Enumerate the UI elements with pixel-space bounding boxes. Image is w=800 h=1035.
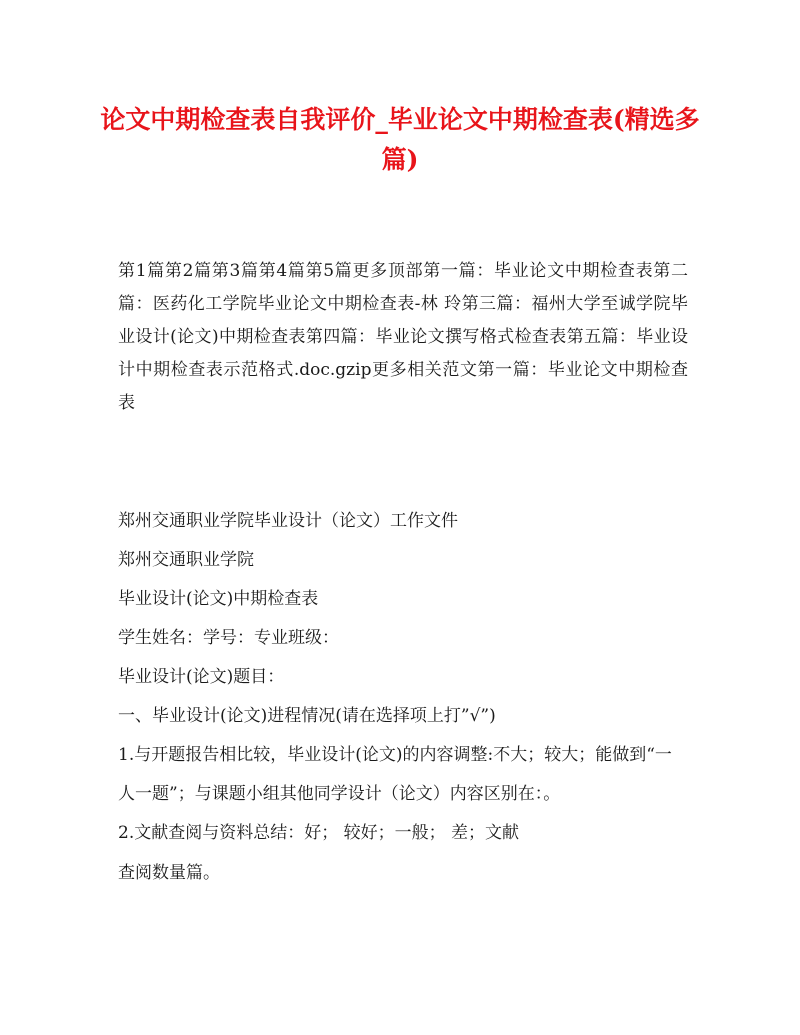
item-one-paragraph: 1.与开题报告相比较，毕业设计(论文)的内容调整:不大；较大；能做到“一人一题”；与课题小组其他同学设计（论文）内容区别在：。 [118,745,672,804]
header-line: 郑州交通职业学院毕业设计（论文）工作文件 [118,511,458,531]
thesis-topic-line: 毕业设计(论文)题目： [118,667,285,687]
student-info-line: 学生姓名：学号：专业班级： [118,628,339,648]
section-one-heading: 一、毕业设计(论文)进程情况(请在选择项上打”√”) [118,706,496,726]
intro-paragraph: 第1篇第2篇第3篇第4篇第5篇更多顶部第一篇：毕业论文中期检查表第二篇：医药化工学院毕业论文中期检查表-林 玲第三篇：福州大学至诚学院毕业设计(论文)中期检查表第四篇：毕业论文撰写格式检查表第五篇：毕业设计中期检查表示范格式.doc.gzip更多相关范文第一篇：毕业论文中期检查表 [118,261,688,413]
item-two-continuation: 查阅数量篇。 [118,863,220,883]
item-two-paragraph: 2.文献查阅与资料总结：好； 较好；一般； 差；文献 [118,823,520,843]
school-name: 郑州交通职业学院 [118,550,254,570]
document-title: 论文中期检查表自我评价_毕业论文中期检查表(精选多篇) [100,105,700,174]
form-name: 毕业设计(论文)中期检查表 [118,589,319,609]
